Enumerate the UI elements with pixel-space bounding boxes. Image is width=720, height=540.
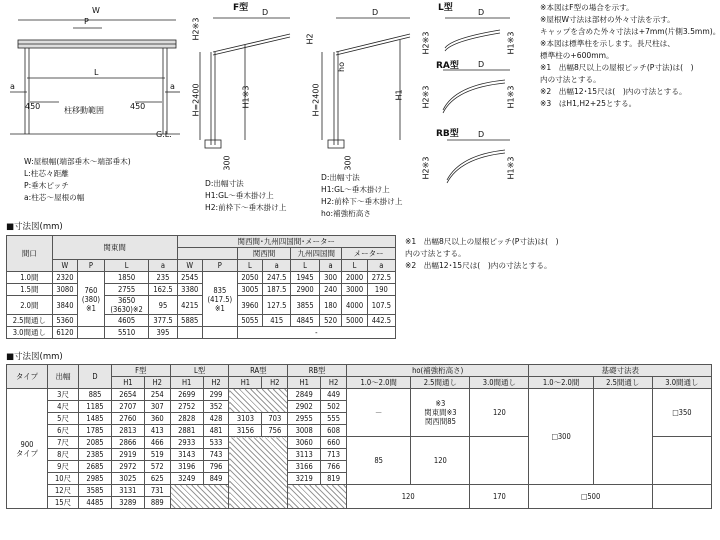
- mid-label-h: H=2400: [311, 83, 321, 117]
- label-450-left: 450: [25, 102, 41, 111]
- table-row: 900 タイプ 3尺 885 2654 254 2699 299 2849 449 － ※3 関東間※3 関西間85 120 □ 300 □ 350: [7, 389, 712, 401]
- label-pillar-range: 柱移動範囲: [64, 106, 104, 115]
- label-gl: G.L.: [156, 130, 172, 139]
- ra-label-d: D: [478, 60, 485, 69]
- f-label-h2: H2※3: [191, 17, 201, 41]
- table1: 間口 関東間 関西間･九州四国間･メーター 関西間 九州四国間 メーター W P L a W P L a L a L a 1.0間 2320 760 (380) ※1 1850 235 2545 835 (417.5) ※1 2050 247.5 1945 300 2000 272.5 1.5間 3080 2755 162.5 3380 3005 187.5 2900 240 3000 190 2.0間 3840 3650 (3630)※2 95 4215 3960 127.5 3855 180 4000 107.5 2.5間通し 5360 4605 377.5 5885 5055 415 4845 520 5000 442.5 3.0間通し 6120 5510 395 -: [6, 235, 396, 339]
- legend-left: W:屋根幅(端部垂木～端部垂木) L:柱芯々距離 P:垂木ピッチ a:柱芯～屋根の幅: [24, 157, 131, 202]
- l-label-d: D: [478, 8, 485, 17]
- label-a-right: a: [170, 82, 175, 91]
- table-row: 2.5間通し 5360 4605 377.5 5885 5055 415 4845 520 5000 442.5: [7, 315, 396, 327]
- mid-label-h2: H2: [305, 33, 315, 45]
- table-row: 10尺 2985 3025 625 3249 849 3219 819: [7, 473, 712, 485]
- f-label-h: H=2400: [191, 83, 201, 117]
- label-p: P: [84, 17, 89, 26]
- table-row: 3.0間通し 6120 5510 395 -: [7, 327, 396, 339]
- label-450-right: 450: [130, 102, 146, 111]
- ho-note-cell: ※3 関東間※3 関西間85: [411, 389, 470, 437]
- label-l: L: [94, 68, 99, 77]
- rb-label-d: D: [478, 130, 485, 139]
- mid-label-d: D: [372, 8, 379, 17]
- label-a-left: a: [10, 82, 15, 91]
- legend-f: D:出幅寸法 H1:GL～垂木掛け上 H2:前枠下～垂木掛け上: [205, 179, 287, 212]
- table-row: 1.0間 2320 760 (380) ※1 1850 235 2545 835 (417.5) ※1 2050 247.5 1945 300 2000 272.5: [7, 272, 396, 284]
- rb-label-h2: H2※3: [421, 156, 431, 180]
- rb-label-h1: H1※3: [506, 156, 516, 180]
- table-row: 7尺 2085 2866 466 2933 533 3060 660 85 120: [7, 437, 712, 449]
- mid-label-h1: H1: [394, 89, 404, 101]
- notes-top: ※本図はF型の場合を示す。 ※屋根W寸法は部材の外々寸法を示す。 キャップを含めた外々寸法は+7mm(片側3.5mm)。 ※本図は標準柱を示します。長尺柱は、 標準柱の+600mm。 ※1 出幅8尺以上の屋根ピッチ(P寸法)は( ) 内の寸法とする。 ※2 出幅12･15尺は( )内の寸法とする。 ※3 はH1,H2+25とする。: [540, 3, 720, 108]
- table1-title: ■寸法図(mm): [6, 222, 63, 232]
- table-row: 6尺 1785 2813 413 2881 481 3156 756 3008 608: [7, 425, 712, 437]
- table-row: 15尺 4485 3289 889: [7, 497, 712, 509]
- table-row: 4尺 1185 2707 307 2752 352 2902 502: [7, 401, 712, 413]
- table-row: 8尺 2385 2919 519 3143 743 3113 713: [7, 449, 712, 461]
- ra-label-h2: H2※3: [421, 85, 431, 109]
- ra-type-title: RA型: [436, 61, 459, 71]
- f-label-d: D: [262, 8, 269, 17]
- label-w: W: [92, 6, 100, 15]
- table-row: 9尺 2685 2972 572 3196 796 3166 766: [7, 461, 712, 473]
- legend-mid: D:出幅寸法 H1:GL～垂木掛け上 H2:前枠下～垂木掛け上 ho:補強桁高さ: [321, 173, 403, 218]
- l-label-h2: H2※3: [421, 31, 431, 55]
- mid-label-base: 300: [343, 155, 353, 171]
- f-label-base: 300: [222, 155, 232, 171]
- table1-notes: ※1 出幅8尺以上の屋根ピッチ(P寸法)は( ) 内の寸法とする。 ※2 出幅12･15尺は( )内の寸法とする。: [405, 237, 559, 270]
- table-row: 12尺 3585 3131 731 120 170 □ 500: [7, 485, 712, 497]
- f-label-h1: H1※3: [241, 85, 251, 109]
- f-type-title: F型: [233, 3, 249, 13]
- l-label-h1: H1※3: [506, 31, 516, 55]
- table2: タイプ 出幅 D F型 L型 RA型 RB型 ho(補強桁高さ) 基礎寸法表 H1 H2 H1 H2 H1 H2 H1 H2 1.0～2.0間 2.5間通し 3.0間通し 1.0～2.0間 2.5間通し 3.0間通し 900 タイプ 3尺 885 2654 254 2699 299 2849 449 － ※3 関東間※3 関西間85 120 □ 300 □ 350 4尺 1185 2707 307 2752 352 2902 502 5尺 1485 2760 360 2828 428 3103 703 2955 555 6尺 1785 2813 413 2881 481 3156 756 3008 608 7尺 2085 2866 466 2933 533 3060 660 85 120 8尺 2385 2919 519 3143 743 3113 713 9尺 2685 2972 572 3196 796 3166 766 10尺 2985 3025 625 3249 849 3219 819 12尺 3585 3131 731 120 170 □ 500 15尺 4485 3289 889: [6, 364, 712, 509]
- mid-label-ho: ho: [336, 62, 346, 72]
- ra-label-h1: H1※3: [506, 85, 516, 109]
- table-row: 5尺 1485 2760 360 2828 428 3103 703 2955 555: [7, 413, 712, 425]
- table-row: 2.0間 3840 3650 (3630)※2 95 4215 3960 127.5 3855 180 4000 107.5: [7, 296, 396, 315]
- table2-title: ■寸法図(mm): [6, 352, 63, 362]
- rb-type-title: RB型: [436, 129, 459, 139]
- table-row: 1.5間 3080 2755 162.5 3380 3005 187.5 2900 240 3000 190: [7, 284, 396, 296]
- l-type-title: L型: [438, 3, 453, 13]
